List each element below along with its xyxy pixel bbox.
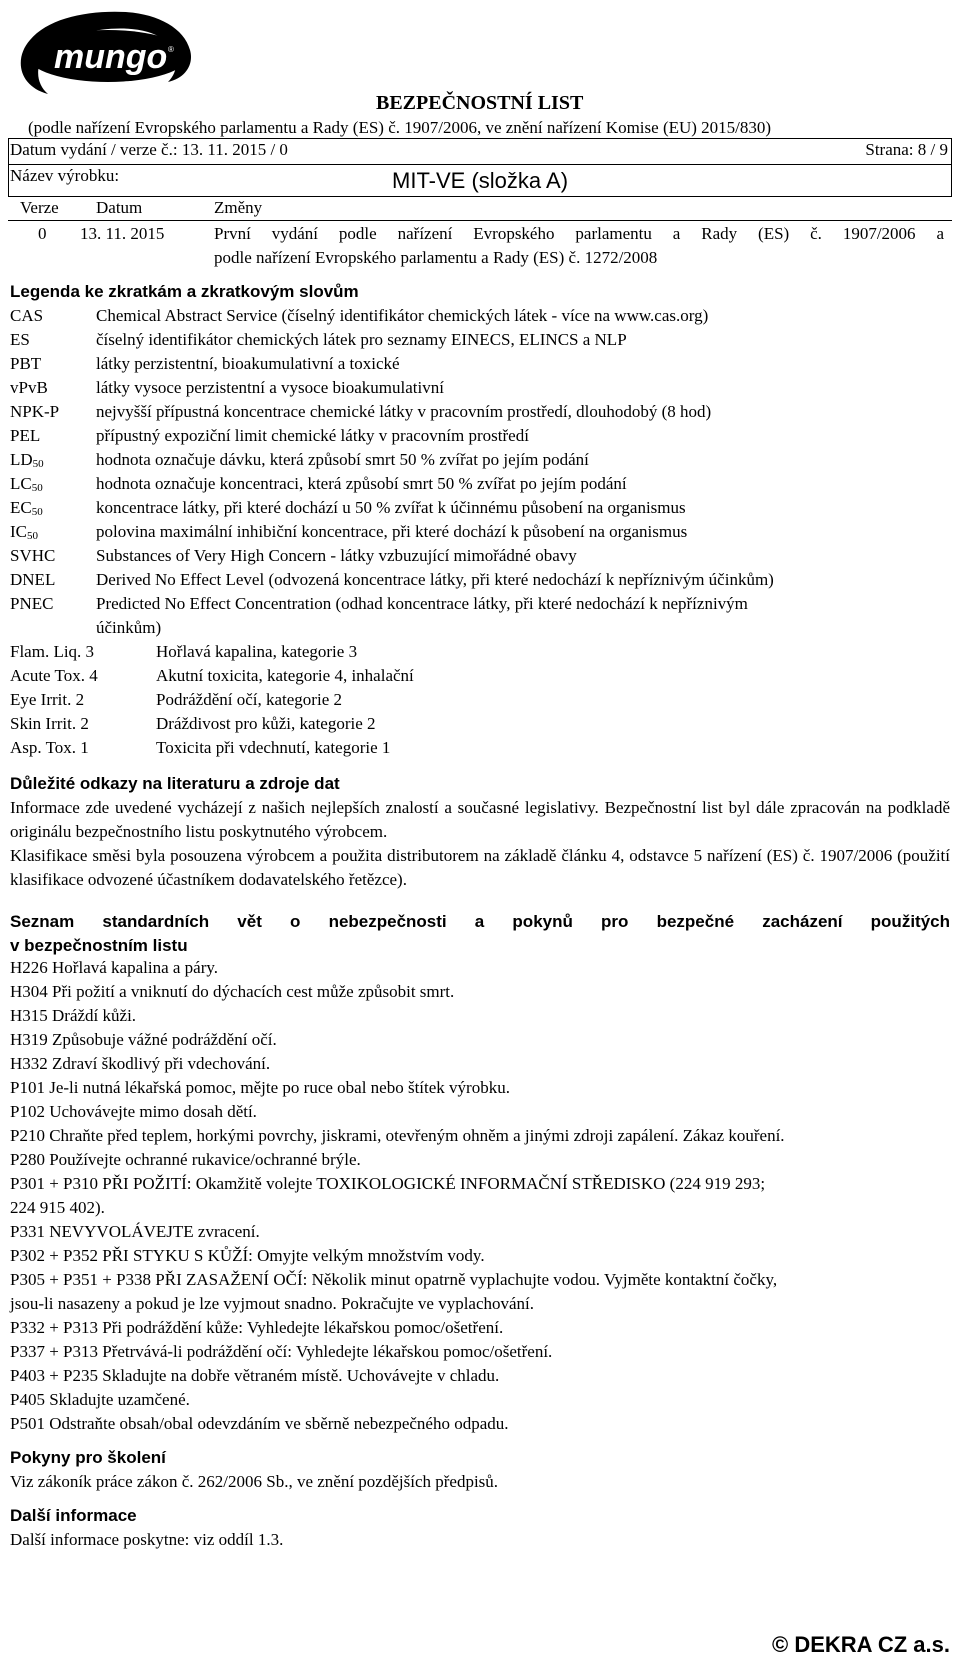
hazard-text: Toxicita při vdechnutí, kategorie 1 — [156, 738, 391, 757]
legend-abbr: PNEC — [10, 594, 54, 613]
legend-text: Chemical Abstract Service (číselný identifikátor chemických látek - více na www.cas.org) — [96, 306, 709, 325]
legend-text: číselný identifikátor chemických látek pro seznamy EINECS, ELINCS a NLP — [96, 330, 627, 349]
statement-line: H226 Hořlavá kapalina a páry. — [10, 958, 219, 977]
statement-line: P403 + P235 Skladujte na dobře větraném místě. Uchovávejte v chladu. — [10, 1366, 500, 1385]
legend-text: látky perzistentní, bioakumulativní a toxické — [96, 354, 400, 373]
references-heading: Důležité odkazy na literaturu a zdroje dat — [10, 774, 340, 793]
statement-line: P501 Odstraňte obsah/obal odevzdáním ve sběrně nebezpečného odpadu. — [10, 1414, 509, 1433]
legend-text: hodnota označuje dávku, která způsobí smrt 50 % zvířat po jejím podání — [96, 450, 589, 469]
hazard-abbr: Eye Irrit. 2 — [10, 690, 85, 709]
legend-text-continuation: účinkům) — [96, 618, 162, 637]
legend-text: nejvyšší přípustná koncentrace chemické látky v pracovním prostředí, dlouhodobý (8 hod) — [96, 402, 712, 421]
hazard-abbr: Asp. Tox. 1 — [10, 738, 89, 757]
legend-abbr: vPvB — [10, 378, 48, 397]
hazard-text: Akutní toxicita, kategorie 4, inhalační — [156, 666, 414, 685]
legend-text: hodnota označuje koncentraci, která způsobí smrt 50 % zvířat po jejím podání — [96, 474, 627, 493]
further-heading: Další informace — [10, 1506, 137, 1525]
legend-text: koncentrace látky, při které dochází u 50 % zvířat k účinnému působení na organismus — [96, 498, 686, 517]
statement-line: H319 Způsobuje vážné podráždění očí. — [10, 1030, 277, 1049]
legend-abbr: LD — [10, 450, 33, 469]
version-value: 0 — [38, 224, 47, 243]
divider — [8, 138, 9, 196]
legend-text: Substances of Very High Concern - látky vzbuzující mimořádné obavy — [96, 546, 577, 565]
hazard-text: Dráždivost pro kůži, kategorie 2 — [156, 714, 376, 733]
legend-abbr: PBT — [10, 354, 42, 373]
issue-date: Datum vydání / verze č.: 13. 11. 2015 / 0 — [10, 140, 288, 159]
statement-line: jsou-li nasazeny a pokud je lze vyjmout snadno. Pokračujte ve vyplachování. — [10, 1294, 535, 1313]
statement-line: P337 + P313 Přetrvává-li podráždění očí: Vyhledejte lékařskou pomoc/ošetření. — [10, 1342, 553, 1361]
statement-line: 224 915 402). — [10, 1198, 105, 1217]
version-change-line1: První vydání podle nařízení Evropského parlamentu a Rady (ES) č. 1907/2006 a — [214, 224, 944, 243]
divider — [8, 138, 952, 139]
logo-text: mungo — [54, 38, 168, 76]
legend-sub: 50 — [31, 482, 43, 494]
training-heading: Pokyny pro školení — [10, 1448, 166, 1467]
statement-line: P102 Uchovávejte mimo dosah dětí. — [10, 1102, 257, 1121]
product-name: MIT-VE (složka A) — [392, 168, 569, 193]
statements-heading-line1: Seznam standardních vět o nebezpečnosti a pokynů pro bezpečné zacházení použitých — [10, 912, 950, 931]
legend-text: Derived No Effect Level (odvozená koncentrace látky, při které nedochází k nepříznivým účinkům) — [96, 570, 774, 589]
copyright: © DEKRA CZ a.s. — [772, 1632, 950, 1657]
legend-text: Predicted No Effect Concentration (odhad koncentrace látky, při které nedochází k nepříznivým — [96, 594, 748, 613]
legend-abbr: EC — [10, 498, 32, 517]
statement-line: H332 Zdraví škodlivý při vdechování. — [10, 1054, 271, 1073]
legend-text: polovina maximální inhibiční koncentrace, při které dochází k působení na organismus — [96, 522, 688, 541]
statement-line: P405 Skladujte uzamčené. — [10, 1390, 190, 1409]
statement-line: P210 Chraňte před teplem, horkými povrchy, jiskrami, otevřeným ohněm a jinými zdroji zapálení. Zákaz kouření. — [10, 1126, 785, 1145]
divider — [951, 138, 952, 196]
hazard-abbr: Acute Tox. 4 — [10, 666, 98, 685]
hazard-text: Podráždění očí, kategorie 2 — [156, 690, 342, 709]
legend-abbr: NPK-P — [10, 402, 60, 421]
legend-abbr: ES — [10, 330, 30, 349]
version-col-header: Verze — [20, 198, 59, 217]
hazard-text: Hořlavá kapalina, kategorie 3 — [156, 642, 358, 661]
hazard-abbr: Skin Irrit. 2 — [10, 714, 89, 733]
legend-abbr: PEL — [10, 426, 41, 445]
changes-col-header: Změny — [214, 198, 263, 217]
svg-text:®: ® — [168, 45, 174, 54]
statement-line: P301 + P310 PŘI POŽITÍ: Okamžitě volejte TOXIKOLOGICKÉ INFORMAČNÍ STŘEDISKO (224 919 293; — [10, 1174, 766, 1193]
date-col-header: Datum — [96, 198, 143, 217]
divider — [8, 220, 952, 221]
version-date: 13. 11. 2015 — [80, 224, 165, 243]
legend-sub: 50 — [27, 530, 38, 542]
statement-line: P280 Používejte ochranné rukavice/ochranné brýle. — [10, 1150, 361, 1169]
legend-sub: 50 — [32, 458, 44, 470]
legend-heading: Legenda ke zkratkám a zkratkovým slovům — [10, 282, 359, 301]
document-title: BEZPEČNOSTNÍ LIST — [376, 92, 584, 114]
legend-text: látky vysoce perzistentní a vysoce bioakumulativní — [96, 378, 444, 397]
training-text: Viz zákoník práce zákon č. 262/2006 Sb., ve znění pozdějších předpisů. — [10, 1472, 499, 1491]
mungo-logo — [8, 6, 198, 102]
statement-line: P305 + P351 + P338 PŘI ZASAŽENÍ OČÍ: Několik minut opatrně vyplachujte vodou. Vyjměte kontaktní čočky, — [10, 1270, 778, 1289]
legend-text: přípustný expoziční limit chemické látky v pracovním prostředí — [96, 426, 529, 445]
regulation-line: (podle nařízení Evropského parlamentu a Rady (ES) č. 1907/2006, ve znění nařízení Komise (EU) 2015/830) — [28, 118, 772, 137]
statement-line: P302 + P352 PŘI STYKU S KŮŽÍ: Omyjte velkým množstvím vody. — [10, 1246, 485, 1265]
legend-sub: 50 — [31, 506, 43, 518]
legend-abbr: IC — [10, 522, 27, 541]
statement-line: H315 Dráždí kůži. — [10, 1006, 137, 1025]
product-label: Název výrobku: — [10, 166, 120, 185]
statement-line: P101 Je-li nutná lékařská pomoc, mějte po ruce obal nebo štítek výrobku. — [10, 1078, 510, 1097]
hazard-abbr: Flam. Liq. 3 — [10, 642, 95, 661]
statement-line: P331 NEVYVOLÁVEJTE zvracení. — [10, 1222, 260, 1241]
statement-line: P332 + P313 Při podráždění kůže: Vyhledejte lékařskou pomoc/ošetření. — [10, 1318, 504, 1337]
references-para1: Informace zde uvedené vycházejí z našich nejlepších znalostí a současné legislativy. Bezpečnostní list byl dále zpracován na podkladě originálu bezpečnostního listu poskytnutého výrobcem. — [10, 798, 950, 841]
legend-abbr: LC — [10, 474, 32, 493]
statement-line: H304 Při požití a vniknutí do dýchacích cest může způsobit smrt. — [10, 982, 455, 1001]
legend-abbr: SVHC — [10, 546, 56, 565]
legend-abbr: DNEL — [10, 570, 56, 589]
divider — [8, 196, 952, 197]
statements-heading-line2: v bezpečnostním listu — [10, 936, 188, 955]
legend-abbr: CAS — [10, 306, 44, 325]
version-change-line2: podle nařízení Evropského parlamentu a Rady (ES) č. 1272/2008 — [214, 248, 658, 267]
divider — [8, 164, 952, 165]
further-text: Další informace poskytne: viz oddíl 1.3. — [10, 1530, 284, 1549]
page-number: Strana: 8 / 9 — [865, 140, 948, 159]
references-para2: Klasifikace směsi byla posouzena výrobcem a použita distributorem na základě článku 4, odstavce 5 nařízení (ES) č. 1907/2006 (použití klasifikace odvozené účastníkem dodavatelského řetězce). — [10, 846, 950, 889]
